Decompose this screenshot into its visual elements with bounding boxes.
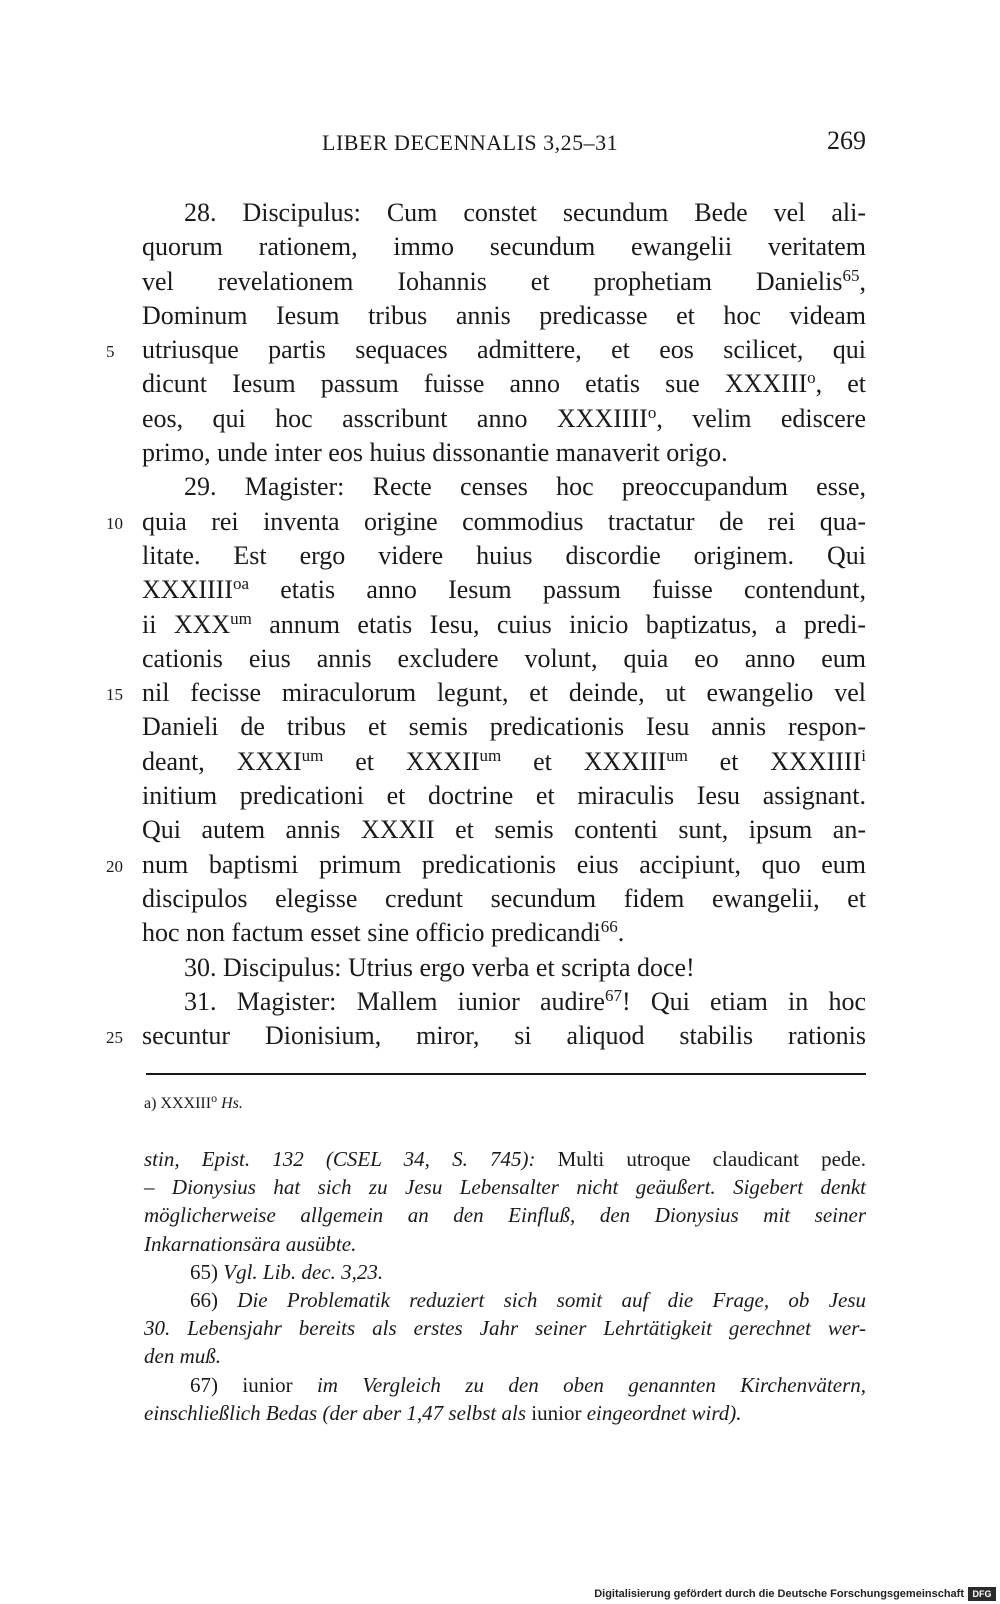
italic-segment: im Vergleich zu den oben genannten Kirchenvätern, [316,1372,866,1397]
line-text [184,985,866,1019]
text-segment: annum etatis Iesu, cuius inicio baptizatus, a predi- [251,609,866,639]
line-text [142,333,866,367]
line-text [142,1019,866,1053]
line-number: 15 [106,685,123,705]
text-segment: 67) iunior [190,1372,317,1397]
superscript: o [647,402,657,422]
line-text [142,813,866,847]
line-text [142,710,866,744]
footnote-text [144,1173,866,1201]
footnote-line [0,1258,1000,1286]
footnote-line [0,1342,1000,1370]
italic-segment: 30. Lebensjahr bereits als erstes Jahr seiner Lehrtätigkeit gerechnet wer- [144,1316,866,1341]
text-segment: 66) [190,1287,238,1312]
line-text [142,367,866,401]
text-segment: et XXXII [323,746,480,776]
superscript: o [807,368,816,388]
footnote-line [0,1201,1000,1229]
superscript: um [666,745,688,765]
text-segment: initium predicationi et doctrine et miraculis Iesu assignant. [142,781,866,811]
italic-segment: einschließlich Bedas (der aber 1,47 selbst als [144,1400,527,1425]
text-segment: hoc non factum esset sine officio predicandi [142,918,601,948]
footnote-line [0,1314,1000,1342]
text-line [0,882,1000,916]
line-text [184,196,866,230]
text-segment: cationis eius annis excludere volunt, quia eo anno eum [142,643,866,673]
text-segment: et XXXIII [501,746,667,776]
apparatus-siglum: Hs. [221,1095,243,1112]
text-segment: eos, qui hoc asscribunt anno XXXIIII [142,403,648,433]
apparatus-sup: o [211,1091,218,1105]
superscript: 67 [604,985,622,1005]
text-segment: primo, unde inter eos huius dissonantie manaverit origo. [142,438,728,468]
line-text [184,951,866,985]
text-segment: 28. Discipulus: Cum constet secundum Bede vel ali- [184,198,866,227]
footnote-line [0,1399,1000,1427]
line-text [142,402,866,436]
line-text [142,505,866,539]
line-text [142,608,866,642]
line-text [142,882,866,916]
line-text [142,745,866,779]
superscript: um [301,745,324,765]
line-text [142,779,866,813]
text-line [0,265,1000,299]
text-segment: 65) [190,1259,224,1284]
text-line [0,1019,1000,1053]
text-line [0,402,1000,436]
footnote-line [0,1145,1000,1173]
footnote-line [0,1371,1000,1399]
line-number: 20 [106,856,123,876]
footnote-text [144,1399,866,1427]
footnote-text [144,1201,866,1229]
text-segment: , [859,266,866,296]
text-segment: secuntur Dionisium, miror, si aliquod stabilis rationis [142,1021,866,1051]
italic-segment: eingeordnet wird). [586,1400,742,1425]
text-line [0,573,1000,607]
italic-segment: – Dionysius hat sich zu Jesu Lebensalter nicht geäußert. Sigebert denkt [144,1175,866,1200]
footnotes [0,1145,1000,1427]
superscript: i [861,745,866,765]
line-text [142,539,866,573]
text-segment: nil fecisse miraculorum legunt, et deinde, ut ewangelio vel [142,678,866,708]
superscript: oa [232,574,250,594]
italic-segment: den muß. [144,1344,221,1369]
text-segment: iunior [526,1400,587,1425]
text-segment: num baptismi primum predicationis eius accipiunt, quo eum [142,849,866,879]
text-segment: Multi utroque claudicant pede. [535,1147,866,1171]
text-line [0,196,1000,230]
italic-segment: Die Problematik reduziert sich somit auf die Frage, ob Jesu [237,1287,867,1312]
text-segment: deant, XXXI [142,746,302,776]
footnote-text [144,1145,866,1173]
superscript: 66 [600,917,618,937]
text-line [0,642,1000,676]
footnote-line [0,1286,1000,1314]
text-segment: utriusque partis sequaces admittere, et eos scilicet, qui [142,335,866,365]
text-segment: quorum rationem, immo secundum ewangelii veritatem [142,232,866,262]
text-segment: vel revelationem Iohannis et prophetiam Danielis [142,266,843,296]
text-line [0,299,1000,333]
text-line [0,745,1000,779]
apparatus-note [144,1091,243,1113]
line-text [142,299,866,333]
page-number: 269 [827,126,866,155]
text-line [0,230,1000,264]
text-line [0,539,1000,573]
text-segment: ! Qui etiam in hoc [621,986,866,1016]
running-title: LIBER DECENNALIS 3,25–31 [322,130,619,155]
footnote-text [190,1258,866,1286]
line-text [142,676,866,710]
line-text [142,573,866,607]
line-text [142,916,866,950]
text-line [0,470,1000,504]
line-text [142,642,866,676]
superscript: um [230,608,252,628]
text-segment: 31. Magister: Mallem iunior audire [184,986,605,1016]
text-segment: et XXXIIII [687,746,862,776]
digitization-credit: Digitalisierung gefördert durch die Deutsche Forschungsgemeinschaft [594,1588,964,1600]
running-head [0,126,1000,170]
text-segment: . [617,918,625,948]
text-line [0,367,1000,401]
footnote-line [0,1230,1000,1258]
italic-segment: Vgl. Lib. dec. 3,23. [223,1259,384,1284]
text-line [0,333,1000,367]
text-line [0,608,1000,642]
footnote-divider [146,1073,866,1075]
text-segment: quia rei inventa origine commodius tractatur de rei qua- [142,506,866,536]
text-line [0,813,1000,847]
footnote-text [190,1371,866,1399]
line-text [142,265,866,299]
footnote-text [190,1286,866,1314]
text-line [0,779,1000,813]
text-line [0,848,1000,882]
text-segment: dicunt Iesum passum fuisse anno etatis sue XXXIII [142,369,808,399]
line-text [142,436,866,470]
line-text [184,470,866,504]
footnote-line [0,1173,1000,1201]
text-line [0,916,1000,950]
main-text [0,196,1000,1053]
footnote-text [144,1342,866,1370]
line-number: 10 [106,513,123,533]
text-segment: 30. Discipulus: Utrius ergo verba et scripta doce! [184,952,695,982]
italic-segment: Inkarnationsära ausübte. [144,1231,357,1256]
line-text [142,848,866,882]
text-line [0,710,1000,744]
apparatus-label: a) XXXIII [144,1095,212,1112]
footnote-text [144,1314,866,1342]
text-segment: , et [815,369,867,399]
text-segment: litate. Est ergo videre huius discordie originem. Qui [142,540,866,570]
superscript: um [479,745,502,765]
line-text [142,230,866,264]
text-segment: Qui autem annis XXXII et semis contenti sunt, ipsum an- [142,815,866,845]
text-segment: etatis anno Iesum passum fuisse contendunt, [249,575,866,605]
text-segment: , velim ediscere [656,403,866,433]
text-line [0,436,1000,470]
text-segment: ii XXX [142,609,231,639]
text-segment: Dominum Iesum tribus annis predicasse et hoc videam [142,300,866,330]
text-segment: discipulos elegisse credunt secundum fidem ewangelii, et [142,883,866,913]
text-segment: 29. Magister: Recte censes hoc preoccupandum esse, [184,472,866,502]
text-line [0,505,1000,539]
text-line [0,985,1000,1019]
line-number: 25 [106,1028,123,1048]
italic-segment: möglicherweise allgemein an den Einfluß, den Dionysius mit seiner [144,1203,866,1228]
text-segment: Danieli de tribus et semis predicationis Iesu annis respon- [142,712,866,742]
footnote-text [144,1230,866,1258]
text-line [0,676,1000,710]
line-number: 5 [106,342,115,362]
superscript: 65 [842,265,860,285]
italic-segment: stin, Epist. 132 (CSEL 34, S. 745): [144,1147,536,1171]
text-segment: XXXIIII [142,575,233,605]
dfg-logo: DFG [968,1587,996,1601]
text-line [0,951,1000,985]
